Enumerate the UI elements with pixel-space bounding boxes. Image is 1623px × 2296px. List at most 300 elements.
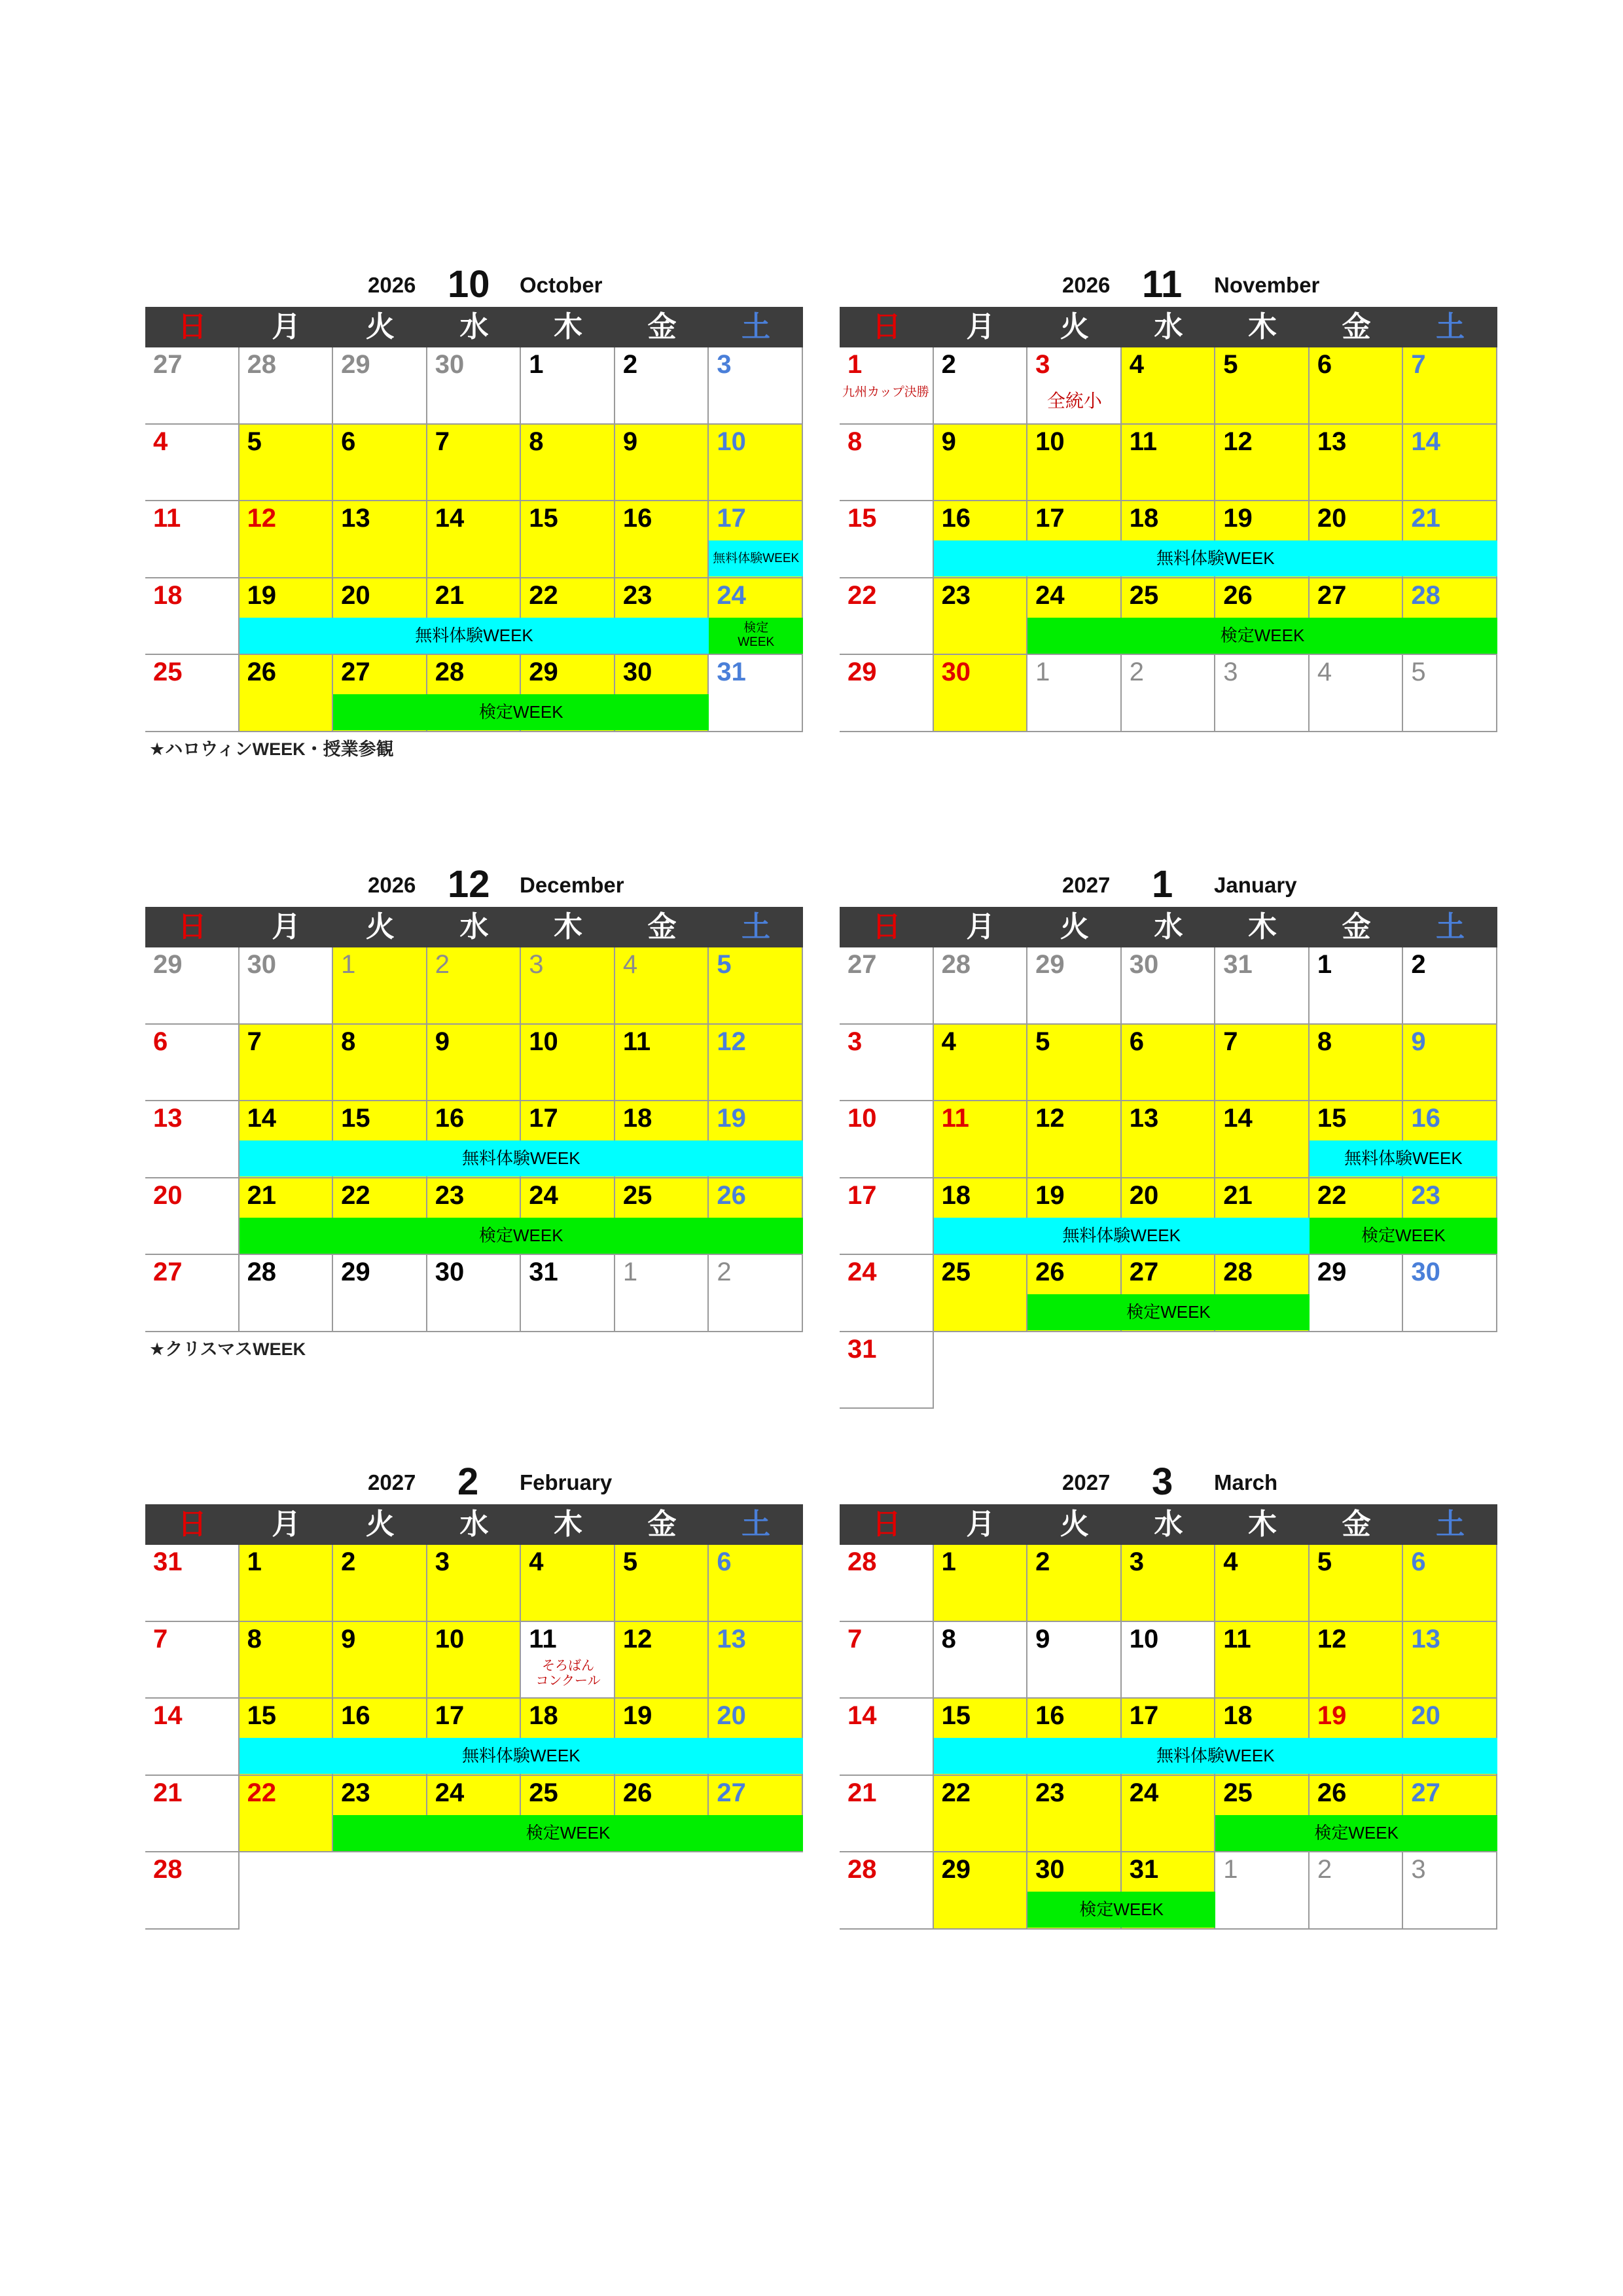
- day-number: 26: [247, 658, 277, 686]
- day-number: 25: [622, 1180, 652, 1210]
- day-number: 5: [1223, 350, 1238, 379]
- day-number: 25: [1129, 580, 1159, 610]
- day-number: 3: [1411, 1855, 1426, 1884]
- day-number: 27: [341, 658, 370, 686]
- blank-cell: [934, 1332, 1028, 1409]
- day-number: 25: [153, 658, 183, 686]
- day-number: 28: [153, 1855, 183, 1884]
- day-cell: [1215, 1025, 1310, 1102]
- title-month-number: 12: [448, 863, 490, 906]
- day-number: 1: [247, 1547, 262, 1576]
- day-number: 22: [341, 1180, 370, 1210]
- day-cell: [615, 425, 709, 502]
- free-trial-week-band: 無料体験WEEK: [240, 618, 709, 654]
- calendar-title: [145, 1456, 803, 1508]
- day-number: 20: [153, 1180, 183, 1210]
- day-cell: [840, 1025, 934, 1102]
- day-cell: [840, 655, 934, 732]
- day-number: 7: [435, 427, 450, 456]
- day-number: 4: [1223, 1547, 1238, 1576]
- weekday-header: [840, 907, 1497, 947]
- day-cell: [709, 1545, 803, 1622]
- day-number: 19: [1317, 1701, 1347, 1730]
- day-number: 8: [941, 1624, 956, 1653]
- day-cell: [1027, 1545, 1122, 1622]
- day-number: 25: [1223, 1778, 1253, 1807]
- day-number: 2: [1317, 1855, 1332, 1884]
- calendar-month: [840, 258, 1497, 758]
- title-month-number: 10: [448, 263, 490, 306]
- day-cell: [427, 1545, 522, 1622]
- footnote-text: ★クリスマスWEEK: [149, 1339, 306, 1359]
- day-number: 12: [247, 504, 277, 533]
- title-month-name: March: [1214, 1470, 1278, 1494]
- weekday-label: 日: [872, 911, 901, 943]
- day-cell: [840, 1545, 934, 1622]
- day-number: 12: [717, 1027, 746, 1056]
- day-number: 15: [341, 1104, 370, 1133]
- free-trial-week-band: 無料体験WEEK: [709, 540, 803, 576]
- exam-week-band: 検定WEEK: [333, 694, 709, 730]
- day-cell: [615, 1622, 709, 1699]
- day-number: 5: [717, 950, 732, 979]
- day-cell: [1122, 1545, 1216, 1622]
- day-cell: [145, 655, 240, 732]
- day-number: 4: [941, 1027, 956, 1056]
- weekday-header: [145, 1504, 803, 1545]
- day-cell: [1122, 655, 1216, 732]
- day-number: 19: [1223, 504, 1253, 533]
- weekday-header: [840, 1504, 1497, 1545]
- day-number: 27: [1317, 580, 1347, 610]
- free-trial-week-band: 無料体験WEEK: [240, 1140, 803, 1176]
- day-number: 17: [529, 1104, 558, 1133]
- day-number: 20: [1411, 1701, 1440, 1730]
- day-cell: [1215, 947, 1310, 1025]
- day-number: 6: [717, 1547, 732, 1576]
- day-cell: [1215, 655, 1310, 732]
- free-trial-week-band: 無料体験WEEK: [934, 540, 1497, 576]
- day-number: 1: [1317, 950, 1332, 979]
- day-number: 6: [1317, 350, 1332, 379]
- day-cell: [427, 501, 522, 578]
- day-number: 7: [847, 1624, 863, 1653]
- exam-week-band: 検定 WEEK: [709, 618, 803, 654]
- day-cell: [240, 655, 334, 732]
- day-number: 13: [717, 1624, 746, 1653]
- blank-cell: [1027, 1332, 1122, 1409]
- weekday-label: 日: [177, 311, 207, 343]
- weekday-header: [840, 307, 1497, 347]
- day-cell: [1310, 1622, 1404, 1699]
- day-number: 21: [1411, 504, 1440, 533]
- weekday-label: 月: [966, 311, 995, 343]
- day-number: 27: [153, 350, 183, 379]
- day-number: 28: [247, 350, 277, 379]
- weekday-label: 木: [1248, 311, 1277, 343]
- day-number: 7: [247, 1027, 262, 1056]
- day-number: 4: [153, 427, 168, 456]
- day-cell: [427, 425, 522, 502]
- day-number: 6: [1411, 1547, 1426, 1576]
- day-cell: [240, 347, 334, 425]
- day-number: 6: [341, 427, 356, 456]
- day-number: 22: [529, 580, 558, 610]
- day-number: 18: [153, 580, 183, 610]
- day-cell: [1403, 947, 1497, 1025]
- day-cell: [709, 1255, 803, 1332]
- day-number: 18: [529, 1701, 558, 1730]
- day-cell: [934, 425, 1028, 502]
- weekday-header: [145, 907, 803, 947]
- day-cell: [145, 1025, 240, 1102]
- day-cell: [1122, 1101, 1216, 1178]
- day-cell: [333, 501, 427, 578]
- day-number: 30: [941, 658, 971, 686]
- day-number: 18: [622, 1104, 652, 1133]
- day-number: 3: [435, 1547, 450, 1576]
- blank-cell: [1310, 1332, 1404, 1409]
- day-number: 11: [529, 1624, 557, 1653]
- calendar-month: [145, 258, 803, 758]
- day-cell: [934, 655, 1028, 732]
- day-cell: [427, 1622, 522, 1699]
- calendar-month: [840, 1456, 1497, 1956]
- day-cell: [1122, 1622, 1216, 1699]
- weekday-label: 木: [554, 1508, 583, 1540]
- weekday-label: 土: [1436, 911, 1465, 943]
- day-number: 21: [1223, 1180, 1253, 1210]
- day-cell: [145, 1699, 240, 1776]
- free-trial-week-band: 無料体験WEEK: [1310, 1140, 1497, 1176]
- day-cell: [240, 425, 334, 502]
- day-number: 10: [717, 427, 746, 456]
- day-number: 19: [247, 580, 277, 610]
- day-number: 29: [1035, 950, 1065, 979]
- day-number: 14: [1411, 427, 1440, 456]
- day-number: 31: [717, 658, 746, 686]
- weekday-label: 木: [1248, 911, 1277, 943]
- day-number: 28: [941, 950, 971, 979]
- day-number: 12: [1223, 427, 1253, 456]
- day-cell: [145, 578, 240, 656]
- day-number: 13: [153, 1104, 183, 1133]
- day-number: 30: [1411, 1258, 1440, 1286]
- day-number: 15: [247, 1701, 277, 1730]
- day-cell: [240, 1776, 334, 1853]
- day-cell: [934, 347, 1028, 425]
- day-number: 24: [717, 580, 746, 610]
- day-number: 18: [941, 1180, 971, 1210]
- weekday-label: 水: [459, 1508, 489, 1540]
- day-number: 13: [1411, 1624, 1440, 1653]
- day-number: 11: [941, 1104, 969, 1133]
- calendar-month: [145, 858, 803, 1358]
- day-number: 12: [622, 1624, 652, 1653]
- day-number: 28: [847, 1855, 877, 1884]
- day-number: 20: [341, 580, 370, 610]
- weekday-label: 水: [459, 311, 489, 343]
- day-cell: [145, 1255, 240, 1332]
- day-number: 14: [847, 1701, 877, 1730]
- day-cell: [333, 947, 427, 1025]
- weekday-label: 水: [1154, 911, 1183, 943]
- day-number: 2: [341, 1547, 356, 1576]
- day-number: 15: [941, 1701, 971, 1730]
- day-number: 11: [622, 1027, 651, 1056]
- day-number: 5: [622, 1547, 638, 1576]
- day-number: 10: [529, 1027, 558, 1056]
- day-number: 8: [341, 1027, 356, 1056]
- day-cell: [333, 1255, 427, 1332]
- day-number: 20: [1129, 1180, 1159, 1210]
- day-number: 9: [435, 1027, 450, 1056]
- day-number: 15: [847, 504, 877, 533]
- day-number: 31: [1223, 950, 1253, 979]
- day-number: 3: [1129, 1547, 1144, 1576]
- weekday-label: 月: [272, 1508, 301, 1540]
- day-number: 16: [435, 1104, 465, 1133]
- weekday-label: 月: [966, 911, 995, 943]
- exam-week-band: 検定WEEK: [240, 1218, 803, 1254]
- day-cell: [1403, 1255, 1497, 1332]
- weekday-label: 金: [1342, 911, 1371, 943]
- blank-cell: [521, 1852, 615, 1930]
- day-number: 14: [435, 504, 465, 533]
- day-number: 7: [1223, 1027, 1238, 1056]
- weekday-label: 火: [1060, 311, 1089, 343]
- event-note: 九州カップ決勝: [842, 385, 929, 399]
- day-number: 30: [435, 350, 465, 379]
- weekday-label: 木: [554, 911, 583, 943]
- day-number: 3: [717, 350, 732, 379]
- day-number: 5: [1035, 1027, 1050, 1056]
- day-number: 14: [247, 1104, 277, 1133]
- day-cell: [145, 425, 240, 502]
- day-number: 15: [1317, 1104, 1347, 1133]
- day-cell: [333, 425, 427, 502]
- day-number: 23: [622, 580, 652, 610]
- day-number: 23: [941, 580, 971, 610]
- day-cell: [934, 1852, 1028, 1930]
- day-cell: [1215, 1101, 1310, 1178]
- day-number: 3: [529, 950, 544, 979]
- day-number: 24: [1129, 1778, 1159, 1807]
- blank-cell: [709, 1852, 803, 1930]
- exam-week-band: 検定WEEK: [1027, 1892, 1215, 1928]
- day-number: 13: [1129, 1104, 1159, 1133]
- weekday-label: 水: [1154, 1508, 1183, 1540]
- day-number: 5: [247, 427, 262, 456]
- day-cell: [1403, 1852, 1497, 1930]
- day-cell: [1403, 655, 1497, 732]
- weekday-label: 土: [1436, 1508, 1465, 1540]
- weekday-label: 月: [966, 1508, 995, 1540]
- day-cell: [615, 347, 709, 425]
- day-number: 4: [1317, 658, 1332, 686]
- weekday-label: 水: [1154, 311, 1183, 343]
- day-number: 2: [622, 350, 638, 379]
- day-number: 22: [847, 580, 877, 610]
- day-cell: [1403, 1025, 1497, 1102]
- calendar-title: [145, 858, 803, 911]
- day-cell: [1027, 655, 1122, 732]
- day-number: 9: [1411, 1027, 1426, 1056]
- day-cell: [427, 1025, 522, 1102]
- day-cell: [840, 1101, 934, 1178]
- day-number: 5: [1317, 1547, 1332, 1576]
- day-cell: [709, 1025, 803, 1102]
- weekday-header: [145, 307, 803, 347]
- day-number: 29: [941, 1855, 971, 1884]
- day-number: 1: [341, 950, 356, 979]
- day-number: 7: [153, 1624, 168, 1653]
- day-number: 24: [1035, 580, 1065, 610]
- weekday-label: 火: [1060, 911, 1089, 943]
- event-note: 全統小: [1046, 391, 1102, 411]
- weekday-label: 土: [741, 911, 771, 943]
- day-number: 19: [1035, 1180, 1065, 1210]
- exam-week-band: 検定WEEK: [1027, 1294, 1310, 1330]
- day-cell: [709, 347, 803, 425]
- day-cell: [1403, 347, 1497, 425]
- title-month-number: 2: [457, 1460, 479, 1503]
- day-cell: [145, 347, 240, 425]
- calendar-month: [145, 1456, 803, 1956]
- day-cell: [333, 1545, 427, 1622]
- weekday-label: 土: [741, 311, 771, 343]
- day-number: 13: [341, 504, 370, 533]
- day-cell: [145, 1545, 240, 1622]
- day-number: 27: [1411, 1778, 1440, 1807]
- day-cell: [934, 1025, 1028, 1102]
- weekday-label: 水: [459, 911, 489, 943]
- exam-week-band: 検定WEEK: [1310, 1218, 1497, 1254]
- weekday-label: 火: [365, 311, 395, 343]
- day-number: 28: [1411, 580, 1440, 610]
- day-number: 2: [435, 950, 450, 979]
- day-cell: [709, 947, 803, 1025]
- day-number: 26: [622, 1778, 652, 1807]
- day-number: 30: [1035, 1855, 1065, 1884]
- day-cell: [240, 501, 334, 578]
- day-number: 29: [1317, 1258, 1347, 1286]
- blank-cell: [1122, 1332, 1216, 1409]
- day-cell: [840, 425, 934, 502]
- day-cell: [1215, 1622, 1310, 1699]
- day-cell: [240, 1545, 334, 1622]
- day-number: 1: [1223, 1855, 1238, 1884]
- day-cell: [240, 947, 334, 1025]
- title-year: 2026: [1062, 273, 1111, 297]
- day-number: 2: [941, 350, 956, 379]
- day-number: 23: [1411, 1180, 1440, 1210]
- day-cell: [934, 947, 1028, 1025]
- day-number: 23: [341, 1778, 370, 1807]
- day-number: 3: [1223, 658, 1238, 686]
- day-number: 20: [1317, 504, 1347, 533]
- day-number: 30: [622, 658, 652, 686]
- day-number: 31: [529, 1258, 558, 1286]
- day-number: 4: [1129, 350, 1144, 379]
- day-number: 16: [341, 1701, 370, 1730]
- weekday-label: 日: [177, 911, 207, 943]
- footnote-text: ★ハロウィンWEEK・授業参観: [149, 739, 394, 759]
- title-year: 2027: [368, 1470, 416, 1494]
- day-cell: [615, 501, 709, 578]
- day-cell: [145, 501, 240, 578]
- weekday-label: 木: [554, 311, 583, 343]
- day-number: 3: [1035, 350, 1050, 379]
- day-cell: [934, 1101, 1028, 1178]
- title-month-number: 11: [1142, 263, 1183, 306]
- day-number: 17: [847, 1180, 877, 1210]
- day-cell: [840, 1332, 934, 1409]
- weekday-label: 土: [741, 1508, 771, 1540]
- day-number: 24: [435, 1778, 465, 1807]
- day-cell: [521, 425, 615, 502]
- weekday-label: 金: [647, 911, 677, 943]
- day-number: 8: [529, 427, 544, 456]
- day-number: 27: [847, 950, 877, 979]
- day-cell: [521, 1255, 615, 1332]
- day-number: 27: [1129, 1258, 1159, 1286]
- day-cell: [333, 347, 427, 425]
- day-cell: [1122, 947, 1216, 1025]
- day-number: 6: [153, 1027, 168, 1056]
- day-cell: [145, 1776, 240, 1853]
- day-number: 30: [435, 1258, 465, 1286]
- day-number: 28: [435, 658, 465, 686]
- day-number: 28: [847, 1547, 877, 1576]
- day-cell: [934, 578, 1028, 656]
- day-number: 24: [847, 1258, 877, 1286]
- calendar-title: [840, 258, 1497, 311]
- day-number: 26: [717, 1180, 746, 1210]
- day-number: 31: [847, 1334, 877, 1364]
- day-cell: [521, 501, 615, 578]
- day-number: 9: [941, 427, 956, 456]
- day-cell: [615, 1545, 709, 1622]
- day-number: 28: [247, 1258, 277, 1286]
- day-cell: [1027, 947, 1122, 1025]
- day-number: 25: [941, 1258, 971, 1286]
- day-number: 18: [1129, 504, 1159, 533]
- day-number: 5: [1411, 658, 1426, 686]
- day-number: 31: [1129, 1855, 1159, 1884]
- day-number: 9: [341, 1624, 356, 1653]
- weekday-label: 日: [872, 1508, 901, 1540]
- day-number: 19: [717, 1104, 746, 1133]
- weekday-label: 金: [647, 311, 677, 343]
- day-cell: [1403, 1545, 1497, 1622]
- day-number: 30: [1129, 950, 1159, 979]
- day-number: 8: [247, 1624, 262, 1653]
- day-number: 1: [847, 350, 863, 379]
- day-number: 20: [717, 1701, 746, 1730]
- day-number: 16: [1411, 1104, 1440, 1133]
- day-cell: [615, 1255, 709, 1332]
- day-cell: [1215, 1852, 1310, 1930]
- day-cell: [934, 1545, 1028, 1622]
- day-cell: [1027, 1101, 1122, 1178]
- day-number: 12: [1035, 1104, 1065, 1133]
- blank-cell: [1215, 1332, 1310, 1409]
- weekday-label: 日: [872, 311, 901, 343]
- blank-cell: [240, 1852, 334, 1930]
- day-cell: [145, 1101, 240, 1178]
- day-number: 10: [1035, 427, 1065, 456]
